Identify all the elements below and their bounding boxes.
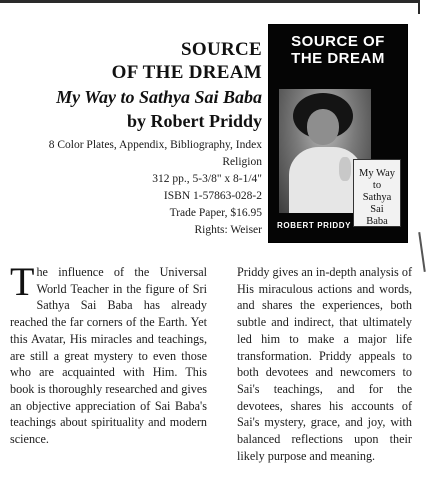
cover-author: ROBERT PRIDDY (277, 221, 352, 230)
spec-isbn: ISBN 1-57863-028-2 (163, 190, 262, 202)
cover-title-line1: SOURCE OF (291, 33, 385, 50)
description-column-1 (10, 259, 207, 448)
top-border-line (0, 0, 418, 3)
book-author: by Robert Priddy (127, 111, 262, 131)
spec-price: Trade Paper, $16.95 (169, 207, 262, 219)
spec-contents: 8 Color Plates, Appendix, Bibliography, Index (48, 139, 262, 151)
column-1-text: he influence of the Universal World Teacher in the figure of Sri Sathya Sai Baba has already reached the far corners of the Earth. Yet this Avatar, His miracles and teachings, are still a great mystery to even those who are acquainted with Him. This book is thoroughly researched and gives an objective appreciation of Sai Baba's teachings about spirituality and modern science. (10, 265, 207, 447)
spec-pages-size: 312 pp., 5-3/8" x 8-1/4" (152, 173, 262, 185)
drop-cap: T (10, 259, 35, 304)
book-title-line2: OF THE DREAM (111, 62, 262, 83)
spec-category: Religion (222, 156, 262, 168)
book-subtitle: My Way to Sathya Sai Baba (56, 87, 262, 107)
book-info-block (0, 38, 262, 239)
portrait-robe (289, 147, 363, 213)
cover-title-line2: THE DREAM (291, 50, 385, 67)
portrait-face (307, 109, 339, 145)
right-border-line (418, 0, 420, 14)
book-title-line1: SOURCE (181, 39, 262, 60)
cover-title (269, 33, 407, 67)
cover-subtitle-line: My Way (358, 168, 395, 179)
cover-subtitle-line: Sai (370, 204, 384, 215)
book-cover-image (268, 24, 408, 243)
cover-subtitle-line: to (372, 180, 382, 191)
cover-subtitle-box (353, 159, 401, 227)
column-2-text: Priddy gives an in-depth analysis of His miraculous actions and words, and shares the experiences, both subtle and indirect, that ultimately led him to make a major life transformation. Priddy appeals to both devotees and newcomers to Sai's teachings, and for the devotees, shares his accounts of Sai's mystery, grace, and joy, with balanced reflections upon their likely purpose and meaning. (237, 265, 412, 463)
cover-subtitle-line: Baba (366, 216, 388, 227)
description-column-2 (237, 264, 412, 464)
page-edge-mark (418, 232, 426, 272)
portrait-hand (339, 157, 351, 181)
book-specs (0, 137, 262, 239)
cover-subtitle-line: Sathya (362, 192, 392, 203)
spec-rights: Rights: Weiser (194, 224, 262, 236)
